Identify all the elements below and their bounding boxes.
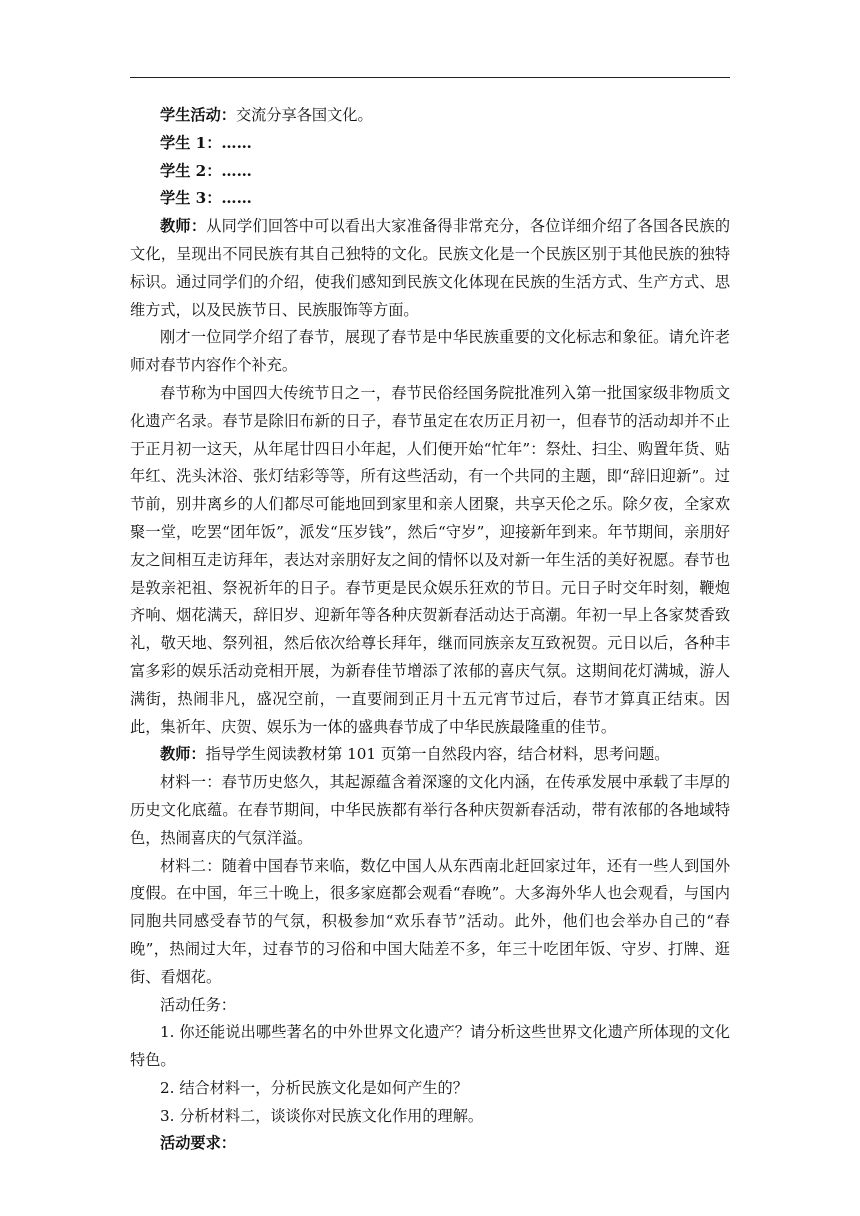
label-activity-requirements: 活动要求： (160, 1134, 236, 1153)
label-student-2: 学生 2：…… (160, 161, 252, 180)
text-task-1: 1. 你还能说出哪些著名的中外世界文化遗产？请分析这些世界文化遗产所体现的文化特色。 (130, 1023, 730, 1070)
header-rule (130, 77, 730, 78)
paragraph-task-3 (130, 1103, 730, 1131)
paragraph-activity-task (130, 992, 730, 1020)
text-task-2: 2. 结合材料一，分析民族文化是如何产生的？ (160, 1078, 468, 1097)
label-student-1: 学生 1：…… (160, 133, 252, 152)
text-spring-festival: 春节称为中国四大传统节日之一，春节民俗经国务院批准列入第一批国家级非物质文化遗产名录。春节是除旧布新的日子，春节虽定在农历正月初一，但春节的活动却并不止于正月初一这天，从年尾廿四日小年起，人们便开始“忙年”：祭灶、扫尘、购置年货、贴年红、洗头沐浴、张灯结彩等等，所有这些活动，有一个共同的主题，即“辞旧迎新”。过节前，别井离乡的人们都尽可能地回到家里和亲人团聚，共享天伦之乐。除夕夜，全家欢聚一堂，吃罢“团年饭”，派发“压岁钱”，然后“守岁”，迎接新年到来。年节期间，亲朋好友之间相互走访拜年，表达对亲朋好友之间的情怀以及对新一年生活的美好祝愿。春节也是敦亲祀祖、祭祝祈年的日子。春节更是民众娱乐狂欢的节日。元日子时交年时刻，鞭炮齐响、烟花满天，辞旧岁、迎新年等各种庆贺新春活动达于高潮。年初一早上各家焚香致礼，敬天地、祭列祖，然后依次给尊长拜年，继而同族亲友互致祝贺。元日以后，各种丰富多彩的娱乐活动竞相开展，为新春佳节增添了浓郁的喜庆气氛。这期间花灯满城，游人满街，热闹非凡，盛况空前，一直要闹到正月十五元宵节过后，春节才算真正结束。因此，集祈年、庆贺、娱乐为一体的盛典春节成了中华民族最隆重的佳节。 (130, 383, 730, 736)
label-teacher: 教师： (160, 745, 206, 764)
paragraph-task-2 (130, 1075, 730, 1103)
label-student-activity: 学生活动： (160, 106, 236, 124)
paragraph-student-activity (130, 102, 730, 130)
text-spring-intro: 刚才一位同学介绍了春节，展现了春节是中华民族重要的文化标志和象征。请允许老师对春节内容作个补充。 (130, 328, 730, 375)
paragraph-student-1 (130, 130, 730, 158)
paragraph-teacher-instruction (130, 741, 730, 769)
paragraph-activity-requirements (130, 1130, 730, 1158)
label-student-3: 学生 3：…… (160, 189, 252, 208)
paragraph-material-1 (130, 769, 730, 852)
label-teacher: 教师： (160, 217, 207, 236)
document-body (130, 102, 730, 1158)
paragraph-material-2 (130, 853, 730, 992)
text-material-2: 材料二：随着中国春节来临，数亿中国人从东西南北赶回家过年，还有一些人到国外度假。在中国，年三十晚上，很多家庭都会观看“春晚”。大多海外华人也会观看，与国内同胞共同感受春节的气氛，积极参加“欢乐春节”活动。此外，他们也会举办自己的“春晚”，热闹过大年，过春节的习俗和中国大陆差不多，年三十吃团年饭、守岁、打牌、逛街、看烟花。 (130, 856, 730, 986)
paragraph-spring-intro (130, 324, 730, 380)
text-teacher-summary: 从同学们回答中可以看出大家准备得非常充分，各位详细介绍了各国各民族的文化，呈现出不同民族有其自己独特的文化。民族文化是一个民族区别于其他民族的独特标识。通过同学们的介绍，使我们感知到民族文化体现在民族的生活方式、生产方式、思维方式，以及民族节日、民族服饰等方面。 (130, 217, 730, 319)
text-activity-task: 活动任务： (160, 995, 236, 1014)
paragraph-spring-festival (130, 380, 730, 741)
text-material-1: 材料一：春节历史悠久，其起源蕴含着深邃的文化内涵，在传承发展中承载了丰厚的历史文化底蕴。在春节期间，中华民族都有举行各种庆贺新春活动，带有浓郁的各地域特色，热闹喜庆的气氛洋溢。 (130, 773, 730, 847)
paragraph-student-2 (130, 158, 730, 186)
text-teacher-instruction: 指导学生阅读教材第 101 页第一自然段内容，结合材料，思考问题。 (205, 745, 670, 764)
text-student-activity: 交流分享各国文化。 (235, 106, 373, 124)
paragraph-student-3 (130, 185, 730, 213)
text-task-3: 3. 分析材料二，谈谈你对民族文化作用的理解。 (160, 1106, 484, 1125)
paragraph-task-1 (130, 1019, 730, 1075)
paragraph-teacher-summary (130, 213, 730, 324)
